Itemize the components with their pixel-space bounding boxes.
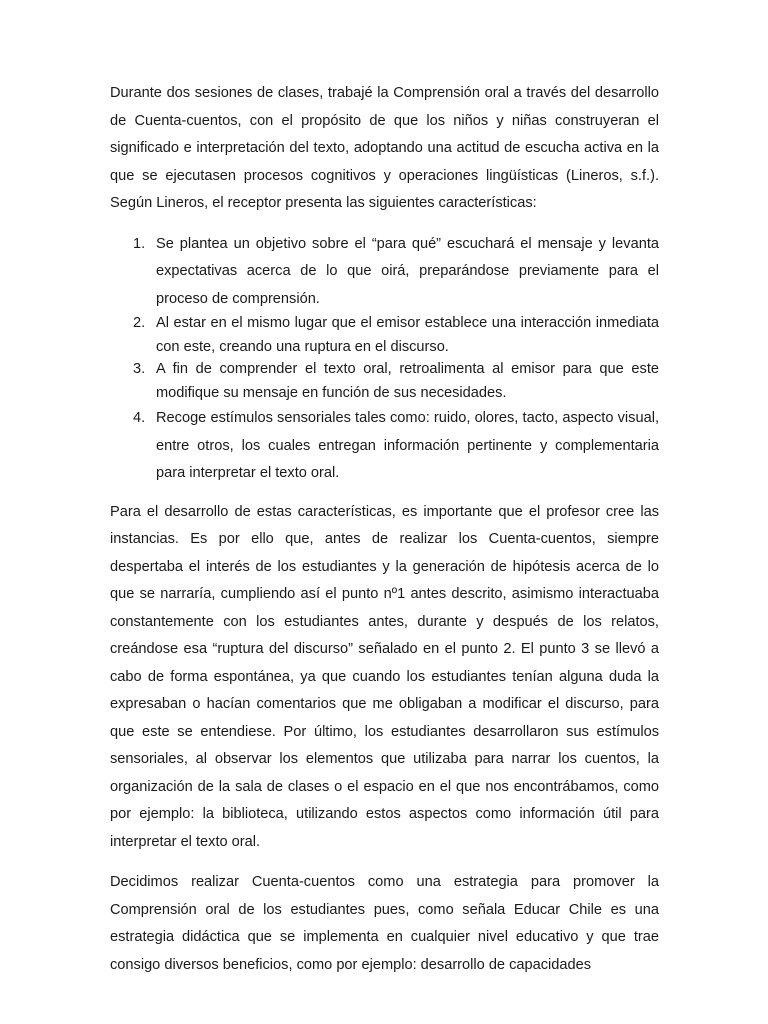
list-item-text: Se plantea un objetivo sobre el “para qué” escuchará el mensaje y levanta expectativas acerca de lo que oirá, preparándose previamente para el proceso de comprensión. bbox=[156, 235, 659, 307]
list-number: 4. bbox=[133, 410, 146, 426]
list-number: 3. bbox=[133, 361, 146, 377]
paragraph-strategy: Decidimos realizar Cuenta-cuentos como una estrategia para promover la Comprensión oral de los estudiantes pues, como señala Educar Chile es una estrategia didáctica que se implementa en cualquier nivel educativo y que trae consigo diversos beneficios, como por ejemplo: desarrollo de capacidades bbox=[110, 874, 659, 973]
characteristics-list bbox=[110, 231, 659, 488]
list-item bbox=[133, 357, 659, 405]
list-number: 1. bbox=[133, 235, 146, 252]
document-page bbox=[110, 80, 659, 979]
paragraph-intro: Durante dos sesiones de clases, trabajé la Comprensión oral a través del desarrollo de Cuenta-cuentos, con el propósito de que los niños y niñas construyeran el significado e interpretación del texto, adoptando una actitud de escucha activa en la que se ejecutasen procesos cognitivos y operaciones lingüísticas (Lineros, s.f.). Según Lineros, el receptor presenta las siguientes características: bbox=[110, 85, 659, 211]
paragraph-development: Para el desarrollo de estas características, es importante que el profesor cree las instancias. Es por ello que, antes de realizar los Cuenta-cuentos, siempre despertaba el interés de los estudiantes y la generación de hipótesis acerca de lo que se narraría, cumpliendo así el punto nº1 antes descrito, asimismo interactuaba constantemente con los estudiantes antes, durante y después de los relatos, creándose esa “ruptura del discurso” señalado en el punto 2. El punto 3 se llevó a cabo de forma espontánea, ya que cuando los estudiantes tenían alguna duda la expresaban o hacían comentarios que me obligaban a modificar el discurso, para que este se entendiese. Por último, los estudiantes desarrollaron sus estímulos sensoriales, al observar los elementos que utilizaba para narrar los cuentos, la organización de la sala de clases o el espacio en el que nos encontrábamos, como por ejemplo: la biblioteca, utilizando estos aspectos como información útil para interpretar el texto oral. bbox=[110, 503, 659, 850]
list-item-text: Recoge estímulos sensoriales tales como: ruido, olores, tacto, aspecto visual, entre otros, los cuales entregan información pertinente y complementaria para interpretar el texto oral. bbox=[156, 410, 659, 481]
list-item-text: A fin de comprender el texto oral, retroalimenta al emisor para que este modifique su mensaje en función de sus necesidades. bbox=[156, 361, 659, 401]
list-item bbox=[133, 231, 659, 314]
list-number: 2. bbox=[133, 315, 146, 331]
list-item bbox=[133, 405, 659, 488]
list-item-text: Al estar en el mismo lugar que el emisor establece una interacción inmediata con este, creando una ruptura en el discurso. bbox=[156, 315, 659, 355]
list-item bbox=[133, 311, 659, 359]
